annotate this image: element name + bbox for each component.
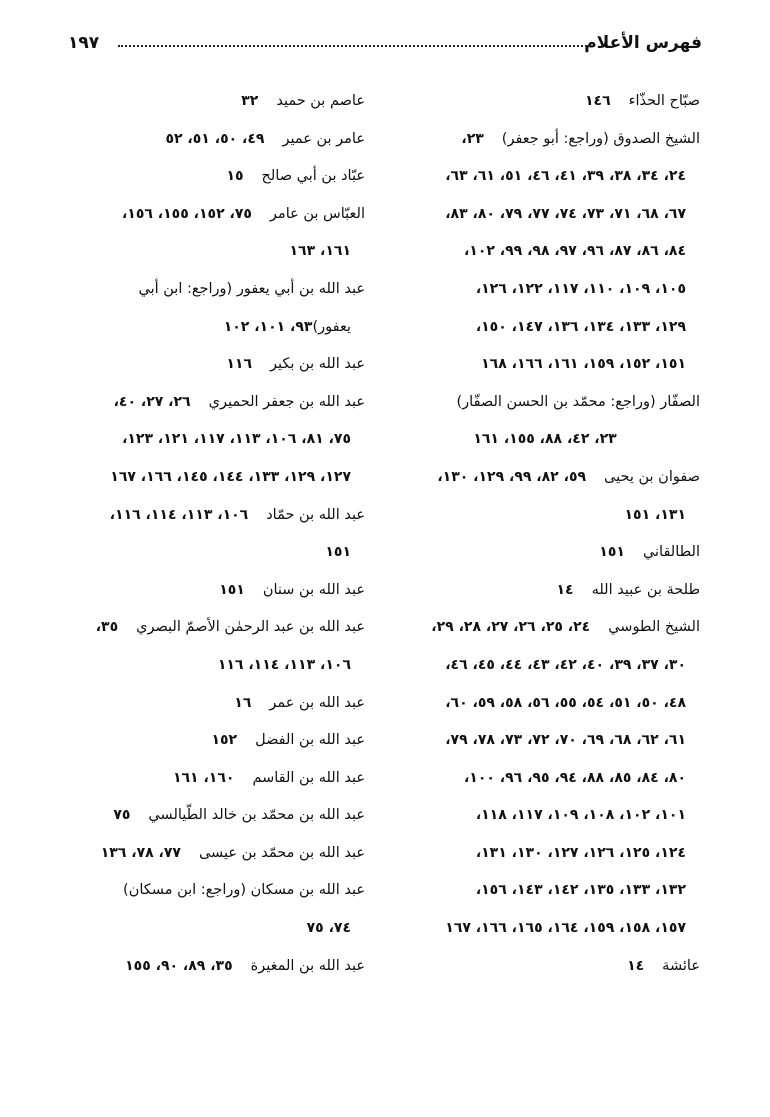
index-entry [65, 82, 365, 120]
entry-name: عبد الله بن أبي يعفور (وراجع: ابن أبي [138, 280, 365, 297]
entry-pages: ١٥٧، ١٥٨، ١٥٩، ١٦٤، ١٦٥، ١٦٦، ١٦٧ [445, 920, 686, 937]
entry-pages: ١٠٥، ١٠٩، ١١٠، ١١٧، ١٢٢، ١٢٦، [475, 280, 686, 297]
entry-pages: ١٠٦، ١١٣، ١١٤، ١١٦ [217, 656, 351, 673]
entry-pages: ٤٩، ٥٠، ٥١، ٥٢ [165, 130, 265, 147]
entry-name: طلحة بن عبيد الله [591, 581, 700, 598]
entry-name: عبد الله بن عبد الرحمٰن الأصمّ البصري [136, 619, 365, 636]
index-entry-continuation [390, 796, 700, 834]
index-entry-continuation [390, 232, 700, 270]
index-entry [65, 157, 365, 195]
entry-pages: ٣٥، [95, 619, 119, 636]
index-entry [65, 195, 365, 233]
index-entry [65, 721, 365, 759]
entry-pages: ٩٣، ١٠١، ١٠٢ [223, 318, 313, 335]
index-entry [390, 383, 700, 421]
entry-name: يعفور) [312, 318, 351, 335]
index-entry [65, 871, 365, 909]
entry-pages: ٧٤، ٧٥ [306, 920, 351, 937]
entry-name: عبد الله بن سنان [262, 581, 365, 598]
entry-name: عبد الله بن جعفر الحميري [208, 393, 365, 410]
entry-name: صبّاح الحذّاء [628, 93, 700, 109]
entry-pages: ٢٦، ٢٧، ٤٠، [113, 393, 191, 410]
index-entry-continuation [390, 909, 700, 947]
entry-name: الطالقاني [642, 544, 700, 561]
entry-pages: ١٣١، ١٥١ [624, 506, 686, 523]
entry-pages: ٦٧، ٦٨، ٧١، ٧٣، ٧٤، ٧٧، ٧٩، ٨٠، ٨٣، [445, 205, 686, 222]
index-entry [65, 834, 365, 872]
index-entry-continuation [390, 721, 700, 759]
entry-pages: ٣٥، ٨٩، ٩٠، ١٥٥ [125, 957, 233, 974]
index-entry-continuation [390, 684, 700, 722]
entry-pages: ١٥ [226, 168, 244, 185]
entry-pages: ٣٢ [241, 93, 259, 109]
entry-name: عاصم بن حميد [276, 93, 365, 109]
index-entry [65, 796, 365, 834]
entry-name: الشيخ الطوسي [608, 619, 700, 636]
index-entry [65, 496, 365, 534]
index-entry-continuation [390, 420, 700, 458]
index-entry-continuation [65, 646, 365, 684]
entry-pages: ١٢٩، ١٣٣، ١٣٤، ١٣٦، ١٤٧، ١٥٠، [475, 318, 686, 335]
entry-pages: ١٤ [556, 581, 574, 598]
entry-pages: ٣٠، ٣٧، ٣٩، ٤٠، ٤٢، ٤٣، ٤٤، ٤٥، ٤٦، [445, 656, 686, 673]
index-entry [65, 270, 365, 308]
entry-pages: ٢٤، ٣٤، ٣٨، ٣٩، ٤١، ٤٦، ٥١، ٦١، ٦٣، [445, 168, 686, 185]
index-column-right [390, 82, 700, 984]
entry-pages: ٦١، ٦٢، ٦٨، ٦٩، ٧٠، ٧٢، ٧٣، ٧٨، ٧٩، [445, 732, 686, 749]
page-header [68, 30, 702, 56]
index-entry-continuation [390, 195, 700, 233]
entry-pages: ١٦١، ١٦٣ [289, 243, 351, 260]
entry-pages: ٤٨، ٥٠، ٥١، ٥٤، ٥٥، ٥٦، ٥٨، ٥٩، ٦٠، [445, 694, 686, 711]
index-entry-continuation [65, 909, 365, 947]
entry-pages: ١٦ [234, 694, 252, 711]
entry-pages: ١٠٦، ١١٣، ١١٤، ١١٦، [109, 506, 249, 523]
entry-name: عبد الله بن القاسم [252, 769, 365, 786]
index-entry [65, 383, 365, 421]
index-column-left [65, 82, 365, 984]
index-entry-continuation [390, 308, 700, 346]
entry-name: عبد الله بن حمّاد [266, 506, 365, 523]
entry-pages: ١٢٧، ١٢٩، ١٣٣، ١٤٤، ١٤٥، ١٦٦، ١٦٧ [110, 468, 351, 485]
index-entry-continuation [390, 646, 700, 684]
index-entry-continuation [65, 458, 365, 496]
entry-pages: ٧٥، ٨١، ١٠٦، ١١٣، ١١٧، ١٢١، ١٢٣، [122, 431, 351, 448]
entry-pages: ١٣٢، ١٣٣، ١٣٥، ١٤٢، ١٤٣، ١٥٦، [475, 882, 686, 899]
entry-name: عبد الله بن الفضل [255, 732, 365, 749]
entry-name: الصفّار (وراجع: محمّد بن الحسن الصفّار) [456, 393, 700, 410]
index-entry-continuation [390, 270, 700, 308]
index-entry-continuation [65, 232, 365, 270]
entry-pages: ١٦٠، ١٦١ [172, 769, 235, 786]
index-entry-continuation [390, 759, 700, 797]
index-entry [390, 120, 700, 158]
index-entry [65, 759, 365, 797]
index-entry [65, 120, 365, 158]
entry-name: العبّاس بن عامر [269, 205, 365, 222]
index-entry-continuation [390, 157, 700, 195]
entry-name: عبد الله بن عمر [269, 694, 365, 711]
page-number: ١٩٧ [68, 33, 100, 53]
entry-pages: ١٤٦ [585, 93, 611, 109]
index-entry [390, 82, 700, 120]
entry-name: عائشة [662, 957, 700, 974]
entry-name: صفوان بن يحيى [604, 468, 700, 485]
entry-pages: ١٥١ [219, 581, 245, 598]
running-title: فهرس الأعلام [584, 33, 702, 53]
index-entry [65, 684, 365, 722]
entry-pages: ١٥٢ [211, 732, 238, 749]
entry-pages: ٥٩، ٨٢، ٩٩، ١٢٩، ١٣٠، [437, 468, 587, 485]
entry-pages: ٢٣، ٤٢، ٨٨، ١٥٥، ١٦١ [473, 431, 617, 448]
entry-name: عبد الله بن بكير [270, 356, 365, 373]
dotted-leader [118, 45, 590, 47]
index-entry [65, 308, 365, 346]
entry-pages: ٢٤، ٢٥، ٢٦، ٢٧، ٢٨، ٢٩، [431, 619, 591, 636]
entry-pages: ٧٧، ٧٨، ١٣٦ [100, 844, 181, 861]
entry-pages: ٨٤، ٨٦، ٨٧، ٩٦، ٩٧، ٩٨، ٩٩، ١٠٢، [463, 243, 686, 260]
index-entry-continuation [390, 871, 700, 909]
index-entry [390, 458, 700, 496]
index-entry [65, 571, 365, 609]
entry-pages: ١١٦ [226, 356, 253, 373]
entry-name: عبّاد بن أبي صالح [261, 168, 365, 185]
index-entry [65, 947, 365, 985]
index-entry [65, 608, 365, 646]
index-entry-continuation [390, 345, 700, 383]
index-entry-continuation [65, 420, 365, 458]
entry-name: الشيخ الصدوق (وراجع: أبو جعفر) [501, 130, 700, 147]
index-entry [390, 608, 700, 646]
entry-pages: ٨٠، ٨٤، ٨٥، ٨٨، ٩٤، ٩٥، ٩٦، ١٠٠، [463, 769, 686, 786]
entry-pages: ١٥١، ١٥٢، ١٥٩، ١٦١، ١٦٦، ١٦٨ [481, 356, 686, 373]
index-entry [390, 571, 700, 609]
entry-name: عبد الله بن المغيرة [250, 957, 365, 974]
entry-name: عبد الله بن محمّد بن عيسى [198, 844, 365, 861]
entry-pages: ١٢٤، ١٢٥، ١٢٦، ١٢٧، ١٣٠، ١٣١، [475, 844, 686, 861]
entry-pages: ٢٣، [461, 130, 484, 147]
entry-pages: ٧٥ [113, 807, 131, 824]
entry-name: عامر بن عمير [282, 130, 365, 147]
index-entry [390, 947, 700, 985]
index-entry-continuation [65, 533, 365, 571]
index-entry-continuation [390, 834, 700, 872]
entry-name: عبد الله بن مسكان (وراجع: ابن مسكان) [123, 882, 365, 899]
index-entry [390, 533, 700, 571]
entry-pages: ١٠١، ١٠٢، ١٠٨، ١٠٩، ١١٧، ١١٨، [475, 807, 686, 824]
entry-pages: ١٤ [627, 957, 645, 974]
index-entry-continuation [390, 496, 700, 534]
entry-pages: ١٥١ [325, 544, 351, 561]
entry-name: عبد الله بن محمّد بن خالد الطّيالسي [148, 807, 365, 824]
index-entry [65, 345, 365, 383]
entry-pages: ١٥١ [599, 544, 625, 561]
entry-pages: ٧٥، ١٥٢، ١٥٥، ١٥٦، [121, 205, 252, 222]
